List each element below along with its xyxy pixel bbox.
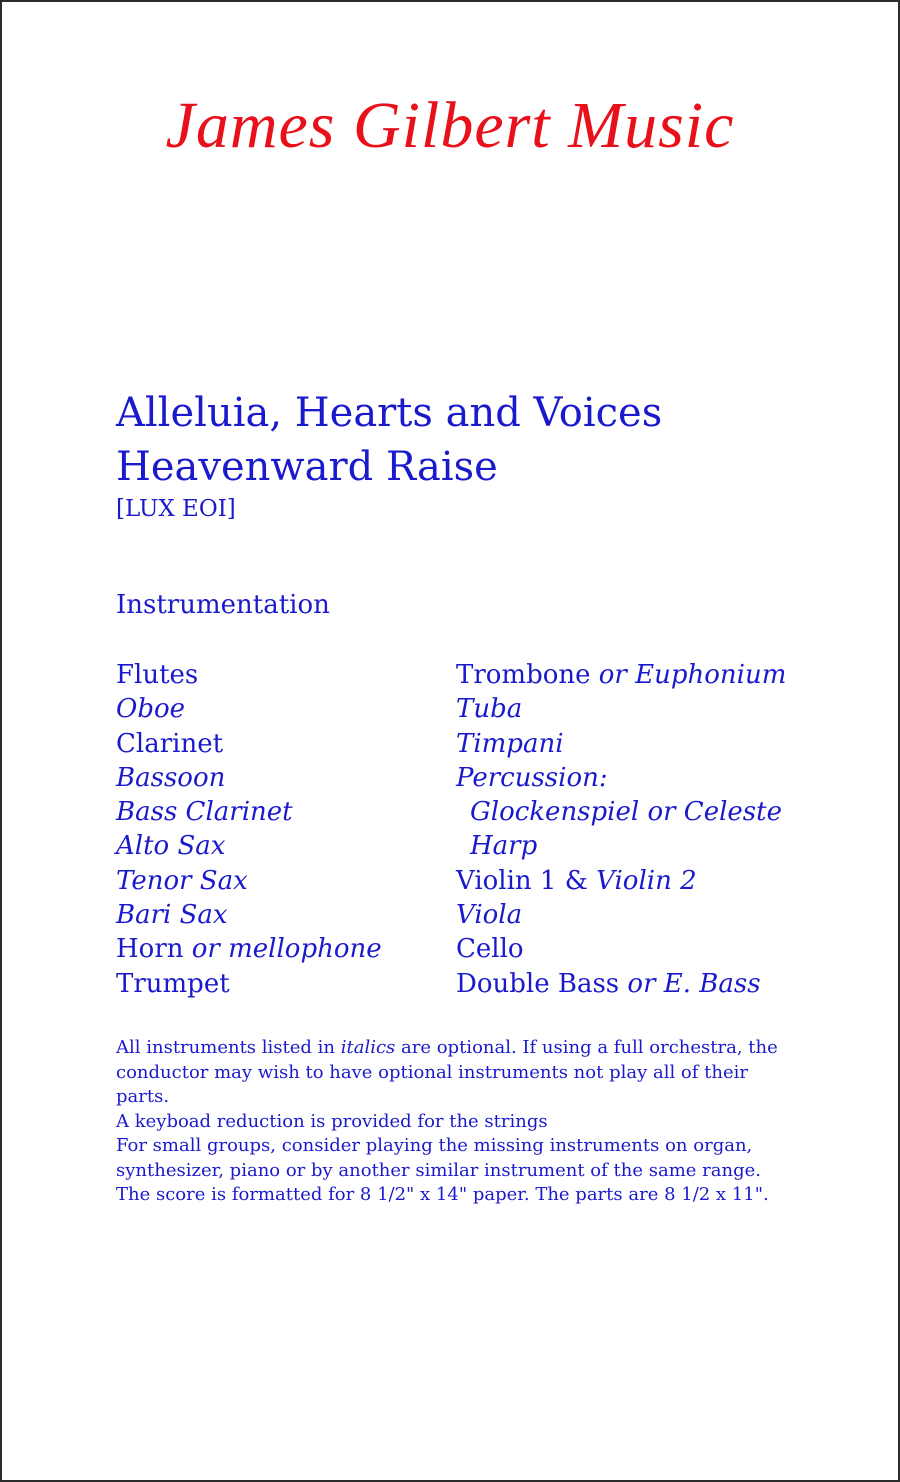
note-line: For small groups, consider playing the missing instruments on organ,	[116, 1135, 753, 1156]
note-line: parts.	[116, 1086, 170, 1107]
brand-logo-text: James Gilbert Music	[165, 89, 735, 162]
instrument-item: Percussion:	[456, 762, 608, 793]
performance-notes	[116, 1036, 796, 1208]
instrumentation-heading: Instrumentation	[116, 590, 330, 620]
instrument-item: Oboe	[116, 694, 185, 725]
piece-title	[116, 386, 662, 494]
tune-name: [LUX EOI]	[116, 496, 236, 522]
instrument-item: Tenor Sax	[116, 865, 248, 896]
instrument-item: Double Bass or E. Bass	[456, 968, 761, 999]
instrument-item: Glockenspiel or Celeste	[470, 797, 782, 828]
instrument-item: Cello	[456, 934, 524, 965]
instrument-item: Trumpet	[116, 968, 230, 999]
piece-title-line-1: Alleluia, Hearts and Voices	[116, 390, 663, 436]
instrument-item: Bassoon	[116, 762, 226, 793]
instrument-list-right	[456, 658, 786, 1001]
instrument-item: Horn or mellophone	[116, 934, 382, 965]
instrument-item: Tuba	[456, 694, 523, 725]
instrument-item: Trombone or Euphonium	[456, 660, 787, 690]
instrument-list-left	[116, 658, 382, 1001]
instrument-item: Violin 1 & Violin 2	[456, 865, 697, 896]
instrument-item: Viola	[456, 900, 523, 931]
note-line: conductor may wish to have optional instruments not play all of their	[116, 1061, 748, 1083]
instrument-item: Timpani	[456, 728, 564, 759]
note-line: A keyboad reduction is provided for the strings	[116, 1110, 548, 1132]
instrument-item: Clarinet	[116, 728, 224, 759]
note-line: All instruments listed in italics are optional. If using a full orchestra, the	[116, 1037, 778, 1058]
instrument-item: Bari Sax	[116, 900, 228, 931]
piece-title-line-2: Heavenward Raise	[116, 444, 498, 490]
instrument-item: Bass Clarinet	[116, 797, 293, 828]
instrument-item: Harp	[470, 831, 538, 862]
note-line: synthesizer, piano or by another similar instrument of the same range.	[116, 1159, 761, 1181]
instrument-item: Alto Sax	[116, 831, 226, 862]
note-line: The score is formatted for 8 1/2" x 14" paper. The parts are 8 1/2 x 11".	[116, 1184, 769, 1205]
instrument-item: Flutes	[116, 660, 199, 690]
